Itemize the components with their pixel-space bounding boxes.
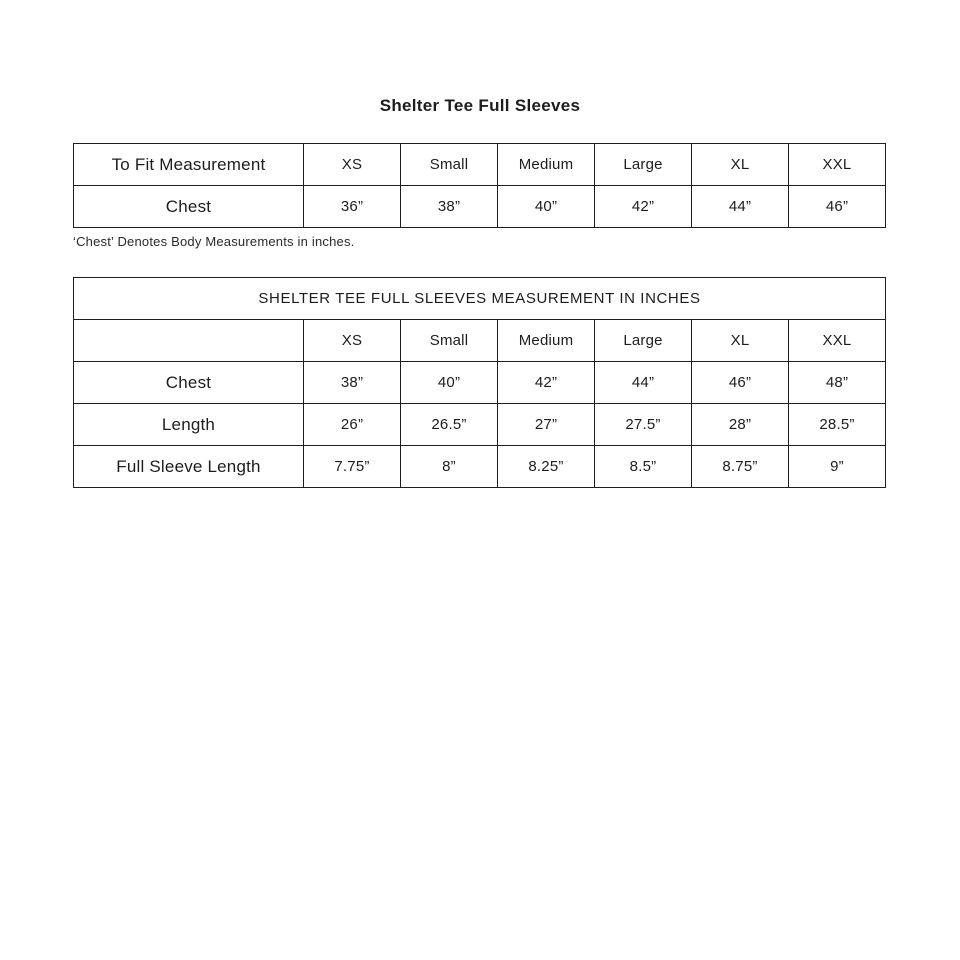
sleeve-value-large: 8.5” — [595, 446, 692, 488]
size-header-small: Small — [401, 320, 498, 362]
length-value-xs: 26” — [304, 404, 401, 446]
measurement-table-header-row — [74, 320, 886, 362]
chest-footnote: ‘Chest’ Denotes Body Measurements in inches. — [73, 234, 355, 249]
chest-value-large: 44” — [595, 362, 692, 404]
fit-measurement-table — [73, 143, 886, 228]
chest-value-xs: 38” — [304, 362, 401, 404]
measurement-table-title: SHELTER TEE FULL SLEEVES MEASUREMENT IN INCHES — [74, 278, 886, 320]
size-header-medium: Medium — [498, 144, 595, 186]
fit-table-header-row — [74, 144, 886, 186]
row-label-length: Length — [74, 404, 304, 446]
chest-value-xxl: 46” — [789, 186, 886, 228]
fit-table-chest-row — [74, 186, 886, 228]
measurement-length-row — [74, 404, 886, 446]
length-value-xl: 28” — [692, 404, 789, 446]
chest-value-medium: 40” — [498, 186, 595, 228]
size-header-large: Large — [595, 144, 692, 186]
size-header-xxl: XXL — [789, 144, 886, 186]
chest-value-xxl: 48” — [789, 362, 886, 404]
chest-value-large: 42” — [595, 186, 692, 228]
size-header-xs: XS — [304, 320, 401, 362]
row-label-full-sleeve-length: Full Sleeve Length — [74, 446, 304, 488]
chest-value-xl: 46” — [692, 362, 789, 404]
size-header-xl: XL — [692, 320, 789, 362]
size-header-medium: Medium — [498, 320, 595, 362]
chest-value-xs: 36” — [304, 186, 401, 228]
measurement-chest-row — [74, 362, 886, 404]
sleeve-value-xs: 7.75” — [304, 446, 401, 488]
size-header-xxl: XXL — [789, 320, 886, 362]
chest-value-xl: 44” — [692, 186, 789, 228]
measurement-table-title-row — [74, 278, 886, 320]
size-header-small: Small — [401, 144, 498, 186]
length-value-medium: 27” — [498, 404, 595, 446]
length-value-large: 27.5” — [595, 404, 692, 446]
sleeve-value-xxl: 9” — [789, 446, 886, 488]
row-label-chest: Chest — [74, 186, 304, 228]
page-title: Shelter Tee Full Sleeves — [379, 96, 581, 115]
size-header-xs: XS — [304, 144, 401, 186]
length-value-xxl: 28.5” — [789, 404, 886, 446]
sleeve-value-xl: 8.75” — [692, 446, 789, 488]
sleeve-value-medium: 8.25” — [498, 446, 595, 488]
measurement-sleeve-row — [74, 446, 886, 488]
size-header-xl: XL — [692, 144, 789, 186]
measurement-header-empty-cell — [74, 320, 304, 362]
size-header-large: Large — [595, 320, 692, 362]
measurement-in-inches-table — [73, 277, 886, 488]
sleeve-value-small: 8” — [401, 446, 498, 488]
chest-value-small: 38” — [401, 186, 498, 228]
row-label-chest: Chest — [74, 362, 304, 404]
chest-value-medium: 42” — [498, 362, 595, 404]
length-value-small: 26.5” — [401, 404, 498, 446]
fit-table-header-label: To Fit Measurement — [74, 144, 304, 186]
chest-value-small: 40” — [401, 362, 498, 404]
